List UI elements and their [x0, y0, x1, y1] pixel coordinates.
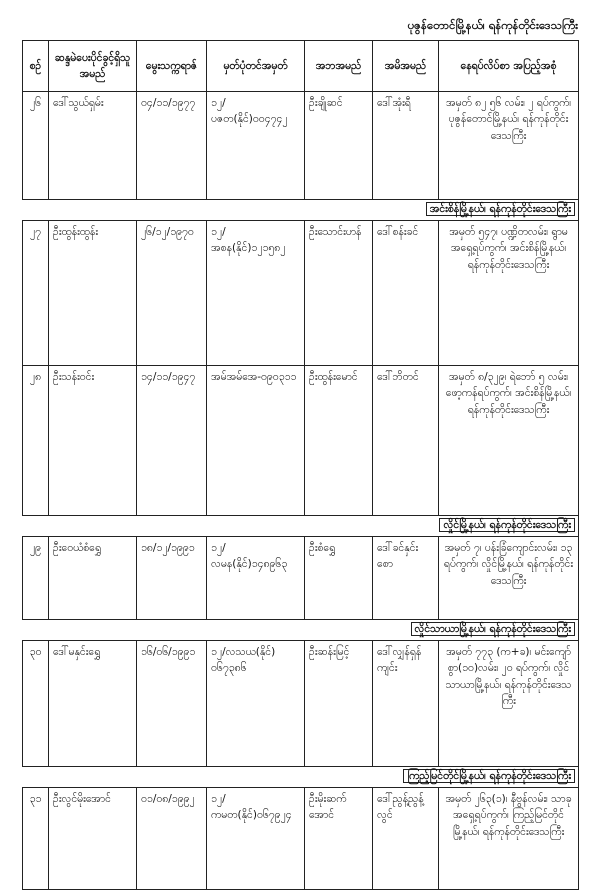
table-row [23, 641, 579, 767]
section-title-text: လှိုင်သာယာမြို့နယ်၊ ရန်ကုန်တိုင်းဒေသကြီး [411, 622, 575, 636]
table-header-row [23, 41, 579, 92]
section-header [23, 516, 579, 537]
row-dob: ၁၈/၁၂/၁၉၉၁ [137, 537, 207, 620]
header-father: အဘအမည် [305, 41, 373, 92]
row-name: ဦးဝေယံစံရွှေ [49, 537, 137, 620]
row-nrc: ၁၂/ပဇတ(နိုင်)၀၀၄၇၄၂ [207, 92, 305, 200]
row-no: ၃၀ [23, 641, 49, 767]
row-dob: ၀၄/၁၁/၁၉၇၇ [137, 92, 207, 200]
row-mother: ဒေါ်လျှန်ရှန် ကျင်း [373, 641, 439, 767]
row-name: ဦးသန်းဝင်း [49, 366, 137, 516]
row-father: ဦးချိုဆင် [305, 92, 373, 200]
row-no: ၂၈ [23, 366, 49, 516]
row-address: အမှတ် ၇၇၃ (က+ခ)၊ မင်းကျော်စွာ(၁၀)လမ်း၊ ၂၀ ရပ်ကွက်၊ လှိုင်သာယာမြို့နယ်၊ ရန်ကုန်တိုင်းဒေသကြီး [439, 641, 579, 767]
row-no: ၂၆ [23, 92, 49, 200]
row-name: ဦးထွန်းထွန်း [49, 221, 137, 366]
row-address: အမှတ် ၅၄၇၊ ပဏ္ဍိတလမ်း၊ ရွာမ အရှေ့ရပ်ကွက်၊ အင်းစိန်မြို့နယ်၊ ရန်ကုန်တိုင်းဒေသကြီး [439, 221, 579, 366]
row-nrc: ၁၂/အစန(နိုင်)၁၂၁၅၈၂ [207, 221, 305, 366]
header-mother: အမိအမည် [373, 41, 439, 92]
row-address: အမှတ် ၈၂ ၅၆ လမ်း၊ ၂ ရပ်ကွက်၊ ပုဇွန်တောင်မြို့နယ်၊ ရန်ကုန်တိုင်းဒေသကြီး [439, 92, 579, 200]
section-title [23, 620, 579, 641]
row-no: ၂၉ [23, 537, 49, 620]
row-address: အမှတ် ၂၆၃(၁)၊ နီဗွန်လမ်း၊ သာခုအရှေ့ရပ်ကွက်၊ ကြည့်မြင်တိုင်မြို့နယ်၊ ရန်ကုန်တိုင်းဒေသကြီး [439, 788, 579, 890]
section-title-text: ကြည့်မြင်တိုင်မြို့နယ်၊ ရန်ကုန်တိုင်းဒေသကြီး [403, 769, 575, 783]
row-mother: ဒေါ်စန်းခင် [373, 221, 439, 366]
row-father: ဦးဆန်းမြင့် [305, 641, 373, 767]
row-dob: ၀၁/၀၈/၁၉၉၂ [137, 788, 207, 890]
row-nrc: ၁၂/ကမတ(နိုင်)၀၆၇၉၂၄ [207, 788, 305, 890]
row-name: ဒေါ်သွယ်ရှမ်း [49, 92, 137, 200]
row-mother: ဒေါ်ခင်နှင်း စော [373, 537, 439, 620]
row-mother: ဒေါ်ညွန့်ညွန့် လွင် [373, 788, 439, 890]
section-title-text: အင်းစိန်မြို့နယ်၊ ရန်ကုန်တိုင်းဒေသကြီး [426, 202, 575, 216]
header-dob: မွေးသက္ကရာဇ် [137, 41, 207, 92]
table-row [23, 788, 579, 890]
row-no: ၂၇ [23, 221, 49, 366]
section-title [23, 767, 579, 788]
row-dob: ၂၆/၁၂/၁၉၇၀ [137, 221, 207, 366]
section-title-text: လှိုင်မြို့နယ်၊ ရန်ကုန်တိုင်းဒေသကြီး [439, 518, 575, 532]
row-nrc: ၁၂/လသယ(နိုင်) ၀၆၇၃၈၆ [207, 641, 305, 767]
row-mother: ဒေါ်ဘိတင် [373, 366, 439, 516]
section-header [23, 620, 579, 641]
row-no: ၃၁ [23, 788, 49, 890]
row-father: ဦးမိုးဆက် အောင် [305, 788, 373, 890]
row-name: ဒေါ်မနှင်းရွှေ [49, 641, 137, 767]
table-row [23, 537, 579, 620]
candidate-table [22, 40, 579, 890]
row-address: အမှတ် ၇၊ ပန်းခြံကျောင်းလမ်း၊ ၁၃ ရပ်ကွက်၊ လှိုင်မြို့နယ်၊ ရန်ကုန်တိုင်းဒေသကြီး [439, 537, 579, 620]
header-no: စဉ် [23, 41, 49, 92]
row-dob: ၁၄/၁၁/၁၉၄၇ [137, 366, 207, 516]
table-row [23, 366, 579, 516]
table-row [23, 221, 579, 366]
row-father: ဦးထွန်းမောင် [305, 366, 373, 516]
row-nrc: အမ်အမ်အေ-၀၉၀၃၁၁ [207, 366, 305, 516]
table-row [23, 92, 579, 200]
row-name: ဦးလွင်မိုးအောင် [49, 788, 137, 890]
section-header [23, 767, 579, 788]
row-address: အမှတ် ၈/၃၂၉၊ ရဲဘော် ၅ လမ်း၊ ဖော့ကန်ရပ်ကွက်၊ အင်းစိန်မြို့နယ်၊ ရန်ကုန်တိုင်းဒေသကြီး [439, 366, 579, 516]
row-father: ဦးသောင်းဟန် [305, 221, 373, 366]
row-nrc: ၁၂/လမန(နိုင်)၁၄၈၉၆၃ [207, 537, 305, 620]
header-name: ဆန္ဒမဲပေးပိုင်ခွင့်ရှိသူအမည် [49, 41, 137, 92]
section-title [23, 200, 579, 221]
section-header [23, 200, 579, 221]
row-dob: ၁၆/၀၆/၁၉၉၁ [137, 641, 207, 767]
row-father: ဦးစံရွှေ [305, 537, 373, 620]
header-address: နေရပ်လိပ်စာ အပြည့်အစုံ [439, 41, 579, 92]
row-mother: ဒေါ်အုံးရီ [373, 92, 439, 200]
header-nrc: မှတ်ပုံတင်အမှတ် [207, 41, 305, 92]
page-title: ပုဇွန်တောင်မြို့နယ်၊ ရန်ကုန်တိုင်းဒေသကြီး [407, 18, 578, 32]
section-title [23, 516, 579, 537]
